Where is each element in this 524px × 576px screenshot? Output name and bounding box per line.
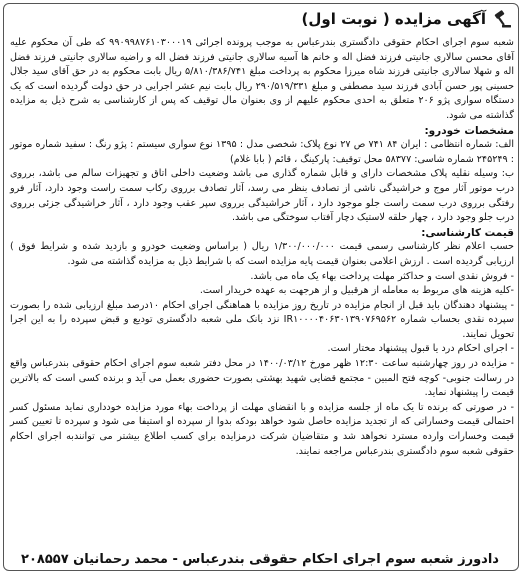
condition-item: - پیشنهاد دهندگان باید قبل از انجام مزایده در تاریخ روز مزایده با هماهنگی اجرای احکام ۱۰درصد مبلغ ارزیابی شده را بصورت سپرده نقدی بحساب شماره IR۱۰۰۰۰۴۰۶۳۰۱۳۹۰۷۶۹۵۶۲ نزد بانک ملی شعبه دادگستری تودیع و قبض سپرده را به این اجرا تحویل نمایند.: [10, 299, 515, 340]
condition-item: -کلیه هزینه های مربوط به معامله از هرقبیل و از هرجهت به عهده خریدار است.: [199, 285, 514, 297]
notice-title: آگهی مزایده ( نوبت اول): [301, 10, 486, 28]
condition-item: - در صورتی که برنده تا یک ماه از جلسه مزایده و با انقضای مهلت از پرداخت بهاء مورد مزایده خودداری نماید مسئول کسر احتمالی قیمت وخساراتی که از تجدید مزایده حاصل شود خواهد بودکه بدوا از سپرده او استیفا می شود و سپرده تا تعیین کسر قیمت وخسارات وارده مسترد نخواهد شد و متقاضیان شرکت درمزایده برای کسب اطلاع بیشتر می توانندبه اجرای احکام حقوقی شعبه سوم دادگستری بندرعباس مراجعه نمایند.: [10, 401, 514, 457]
expert-section-title: قیمت کارشناسی:: [421, 226, 514, 239]
vehicle-section-title: مشخصات خودرو:: [424, 124, 514, 137]
vehicle-spec-b: ب: وسیله نقلیه پلاک مشخصات دارای و قابل شماره گذاری می باشد وضعیت داخلی اتاق و تجهیزات سالم می باشد، برروی درب موتور آثار موج و خراشیدگی ناشی از تصادف بنظر می رسد، آثار تصادف برروی رکاب سمت راست وجود دارد، آثار فرو رفتگی برروی درب سمت راست جلو موجود دارد ، آثار خراشیدگی برروی سپر عقب وجود دارد ، آثار خراشیدگی جزئی برروی درب جلو وجود دارد ، چهار حلقه لاستیک دچار آفتاب سوختگی می باشد.: [10, 168, 514, 224]
gavel-icon: [492, 9, 512, 29]
notice-body: [10, 36, 514, 459]
intro-paragraph: شعبه سوم اجرای احکام حقوقی دادگستری بندرعباس به موجب پرونده اجرائی ۹۹۰۹۹۸۷۶۱۰۳۰۰۰۱۹ که طی آن محکوم علیه آقای محسن سالاری جانیتی فرزند فضل اله و خانم ها آسیه سالاری جانیتی فرزند فضل اله و راضیه سالاری جانیتی فرزند فضل اله و شهلا سالاری جانیتی فرزند شاه میرزا محکوم به پرداخت مبلغ ۵/۸۱۰/۳۸۶/۷۴۱ ریال بابت محکوم به در حق آقای سید جلال حسینی پور حسن آبادی فرزند سید مصطفی و مبلغ ۲۹۰/۵۱۹/۳۳۱ ریال بابت نیم عشر اجرایی در حق دولت گردیده است که یک دستگاه سواری پژو ۲۰۶ متعلق به احدی محکوم علیهم از وی بعنوان مال توقیف که پس از کارشناسی به شرح ذیل به مزایده گذاشته می شود.: [10, 37, 514, 121]
signature-line: دادورز شعبه سوم اجرای احکام حقوقی بندرعباس - محمد رحمانیان ۲۰۸۵۵۷: [21, 552, 499, 567]
vehicle-spec-a: الف: شماره انتظامی : ایران ۸۴ ۷۴۱ ص ۲۷ نوع پلاک: شخصی مدل : ۱۳۹۵ نوع سواری سیستم : پژو رنگ : سفید شماره موتور : ۲۴۵۲۴۹ شماره شاسی: ۵۸۳۷۷ محل توقیف: پارکینگ ، قائم ( بابا غلام): [10, 139, 514, 165]
condition-item: - مزایده در روز چهارشنبه ساعت ۱۲:۳۰ ظهر مورخ ۱۴۰۰/۰۳/۱۲ در محل دفتر شعبه سوم اجرای احکام حقوقی بندرعباس واقع در رسالت جنوبی- کوچه فتح المبین - مجتمع قضایی شهید بهشتی بصورت حضوری بعمل می آید و برنده کسی است که بالاترین قیمت را پیشنهاد نماید.: [10, 358, 514, 399]
condition-item: - اجرای احکام درد یا قبول پیشنهاد مختار است.: [327, 343, 514, 355]
notice-header: [302, 6, 512, 32]
condition-item: - فروش نقدی است و حداکثر مهلت پرداخت بهاء یک ماه می باشد.: [250, 270, 514, 282]
expert-paragraph: حسب اعلام نظر کارشناسی رسمی قیمت ۱/۳۰۰/۰۰۰/۰۰۰ ریال ( براساس وضعیت خودرو و بازدید شده و شرایط فوق ) ارزیابی گردیده است . ارزش اعلامی بعنوان قیمت پایه مزایده است که با شرایط ذیل به مزایده گذاشته می شود.: [10, 241, 514, 267]
